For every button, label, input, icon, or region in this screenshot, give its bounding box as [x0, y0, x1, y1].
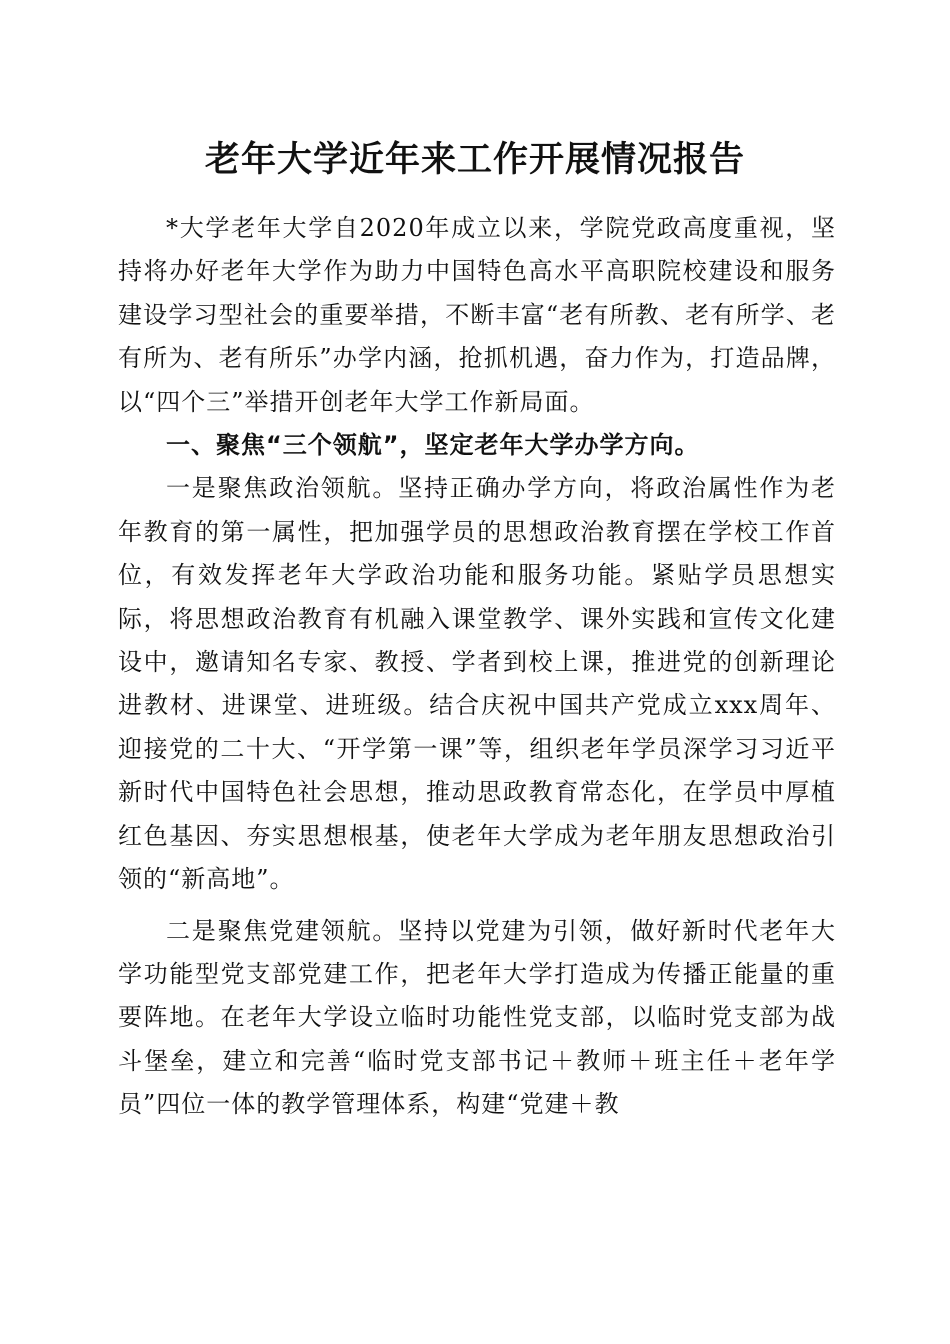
paragraph-gap — [118, 902, 836, 910]
paragraph-political-leadership: 一是聚焦政治领航。坚持正确办学方向，将政治属性作为老年教育的第一属性，把加强学员的思想政治教育摆在学校工作首位，有效发挥老年大学政治功能和服务功能。紧贴学员思想实际，将思想政治教育有机融入课堂教学、课外实践和宣传文化建设中，邀请知名专家、教授、学者到校上课，推进党的创新理论进教材、进课堂、进班级。结合庆祝中国共产党成立xxx周年、迎接党的二十大、“开学第一课”等，组织老年学员深学习习近平新时代中国特色社会思想，推动思政教育常态化，在学员中厚植红色基因、夯实思想根基，使老年大学成为老年朋友思想政治引领的“新高地”。 — [118, 474, 836, 894]
document-title: 老年大学近年来工作开展情况报告 — [204, 139, 745, 180]
section-heading-1: 一、聚焦“三个领航”，坚定老年大学办学方向。 — [166, 431, 700, 460]
document-body — [118, 207, 836, 1127]
paragraph-party-building: 二是聚焦党建领航。坚持以党建为引领，做好新时代老年大学功能型党支部党建工作，把老年大学打造成为传播正能量的重要阵地。在老年大学设立临时功能性党支部，以临时党支部为战斗堡垒，建立和完善“临时党支部书记＋教师＋班主任＋老年学员”四位一体的教学管理体系，构建“党建＋教 — [118, 916, 836, 1119]
intro-paragraph: *大学老年大学自2020年成立以来，学院党政高度重视，坚持将办好老年大学作为助力中国特色高水平高职院校建设和服务建设学习型社会的重要举措，不断丰富“老有所教、老有所学、老有所为、老有所乐”办学内涵，抢抓机遇，奋力作为，打造品牌，以“四个三”举措开创老年大学工作新局面。 — [118, 214, 836, 416]
